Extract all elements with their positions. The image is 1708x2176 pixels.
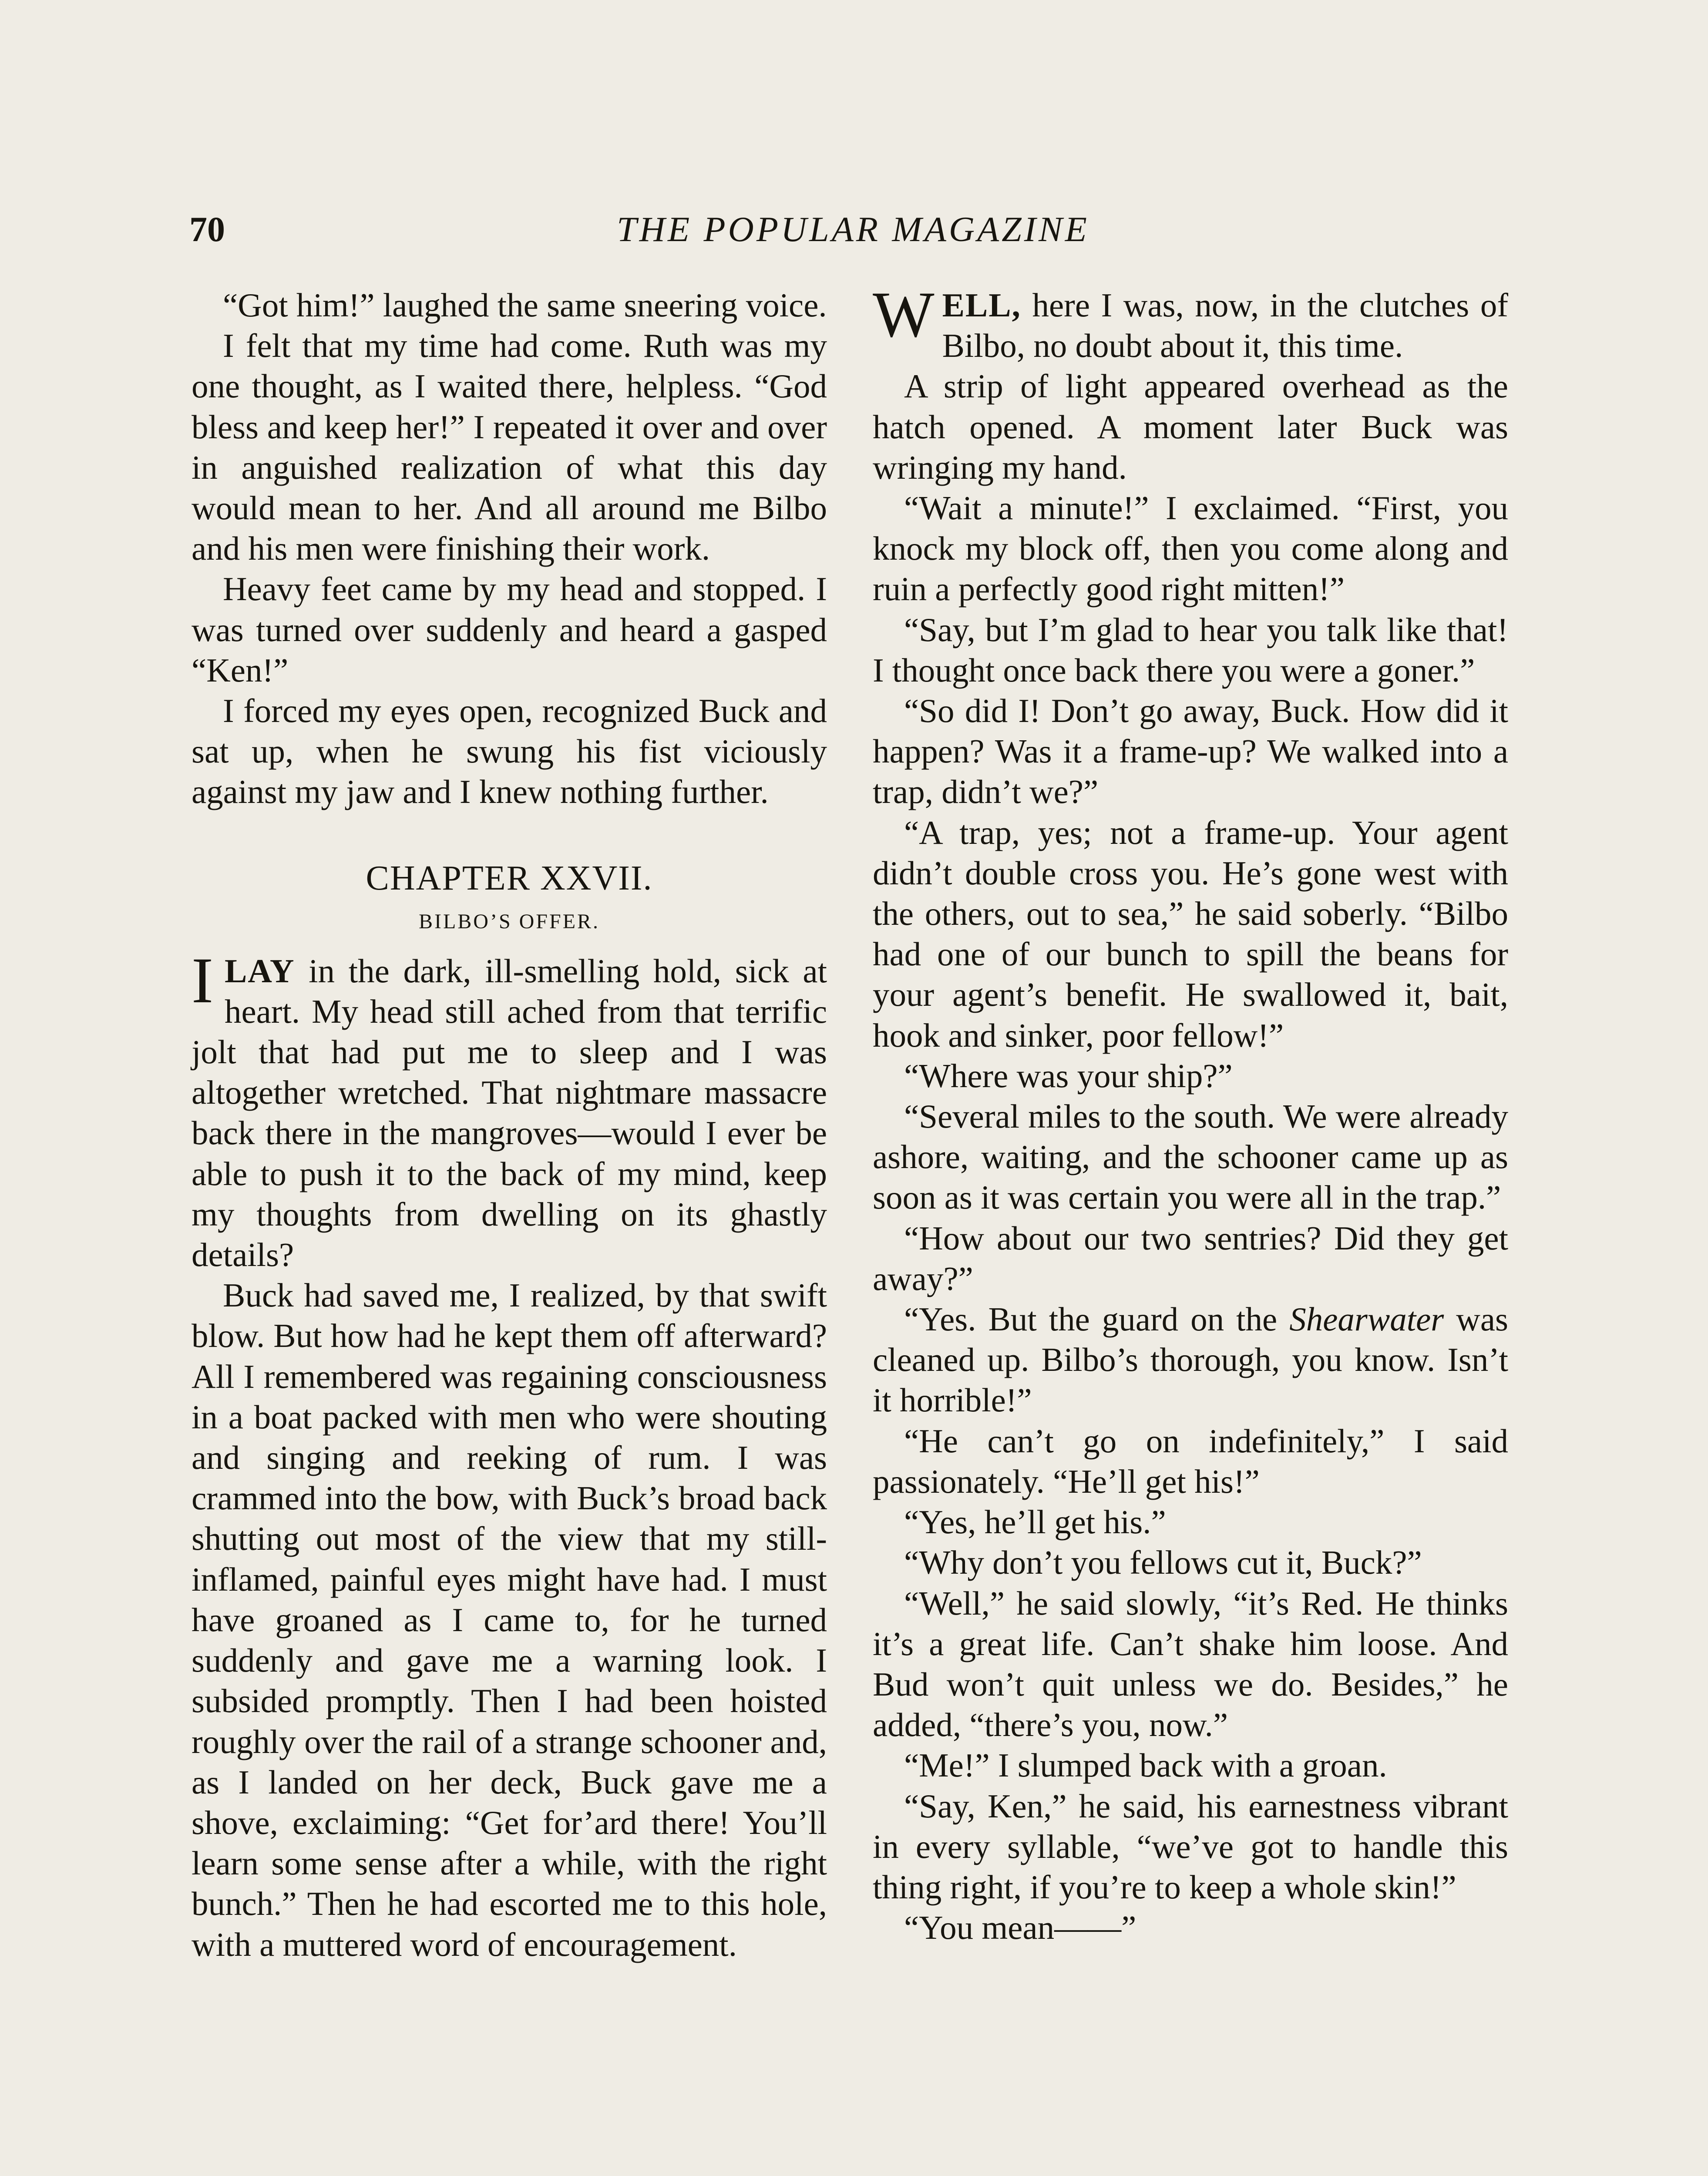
section-opening-paragraph (873, 279, 1508, 366)
paragraph (873, 1299, 1508, 1421)
paragraph-text: here I was, now, in the clutches of Bilbo, no doubt about it, this time. (942, 286, 1508, 365)
drop-cap: I (192, 944, 213, 1017)
paragraph: Heavy feet came by my head and stopped. I was turned over suddenly and heard a gasped “Ken!” (192, 570, 827, 689)
paragraph: “Got him!” laughed the same sneering voice. (223, 286, 827, 324)
paragraph: “Wait a minute!” I exclaimed. “First, you knock my block off, then you come along and ruin a perfectly good right mitten!” (873, 489, 1508, 608)
paragraph: “He can’t go on indefinitely,” I said passionately. “He’ll get his!” (873, 1422, 1508, 1500)
paragraph: “So did I! Don’t go away, Buck. How did it happen? Was it a frame-up? We walked into a trap, didn’t we?” (873, 692, 1508, 811)
page-header (189, 200, 1517, 265)
running-title: THE POPULAR MAGAZINE (617, 209, 1089, 249)
paragraph: “Yes, he’ll get his.” (904, 1503, 1166, 1541)
chapter-heading: CHAPTER XXVII. (366, 859, 653, 897)
paragraph: I forced my eyes open, recognized Buck and sat up, when he swung his fist viciously against my jaw and I knew nothing further. (192, 692, 827, 811)
paragraph: A strip of light appeared overhead as the hatch opened. A moment later Buck was wringing my hand. (873, 367, 1508, 486)
paragraph-text: “Yes. But the guard on the (904, 1300, 1290, 1338)
paragraph: “You mean——” (904, 1909, 1136, 1947)
paragraph: “Why don’t you fellows cut it, Buck?” (904, 1544, 1422, 1582)
paragraph-text: in the dark, ill-smelling hold, sick at heart. My head still ached from that terrific jolt that had put me to sleep and I was altogether wretched. That nightmare massacre back there in the mangroves—would I ever be able to push it to the back of my mind, keep my thoughts from dwelling on its ghastly details? (192, 952, 827, 1274)
right-column (873, 279, 1509, 1948)
paragraph: “Several miles to the south. We were already ashore, waiting, and the schooner came up as soon as it was certain you were all in the trap.” (873, 1098, 1508, 1216)
ship-name: Shearwater (1289, 1300, 1444, 1338)
left-column (192, 285, 827, 1965)
paragraph: Buck had saved me, I realized, by that swift blow. But how had he kept them off afterward? All I remembered was regaining consciousness in a boat packed with men who were shouting and singing and reeking of rum. I was crammed into the bow, with Buck’s broad back shutting out most of the view that my still-inflamed, painful eyes might have had. I must have groaned as I came to, for he turned suddenly and gave me a warning look. I subsided promptly. Then I had been hoisted roughly over the rail of a strange schooner and, as I landed on her deck, Buck gave me a shove, exclaiming: “Get for’ard there! You’ll learn some sense after a while, with the right bunch.” Then he had escorted me to this hole, with a muttered word of encouragement. (192, 1276, 827, 1963)
paragraph: “Where was your ship?” (904, 1057, 1233, 1095)
paragraph-text: was cleaned up. Bilbo’s thorough, you know. Isn’t it horrible!” (873, 1300, 1509, 1419)
chapter-opening-paragraph (192, 944, 827, 1276)
paragraph: “Me!” I slumped back with a groan. (904, 1746, 1387, 1784)
paragraph: “Well,” he said slowly, “it’s Red. He thinks it’s a great life. Can’t shake him loose. And Bud won’t quit unless we do. Besides,” he added, “there’s you, now.” (873, 1584, 1508, 1744)
lead-word: ELL, (942, 286, 1021, 324)
paragraph: “Say, but I’m glad to hear you talk like that! I thought once back there you were a goner.” (873, 611, 1508, 689)
paragraph: “How about our two sentries? Did they get away?” (873, 1219, 1508, 1297)
paragraph: “Say, Ken,” he said, his earnestness vibrant in every syllable, “we’ve got to handle this thing right, if you’re to keep a whole skin!” (873, 1787, 1508, 1906)
paragraph: “A trap, yes; not a frame-up. Your agent didn’t double cross you. He’s gone west with the others, out to sea,” he said soberly. “Bilbo had one of our bunch to spill the beans for your agent’s benefit. He swallowed it, bait, hook and sinker, poor fellow!” (873, 813, 1508, 1054)
chapter-subtitle: BILBO’S OFFER. (418, 910, 600, 933)
paragraph: I felt that my time had come. Ruth was my one thought, as I waited there, helpless. “God bless and keep her!” I repeated it over and over in anguished realization of what this day would mean to her. And all around me Bilbo and his men were finishing their work. (192, 327, 827, 568)
lead-word: LAY (224, 952, 295, 990)
drop-cap: W (873, 279, 935, 351)
page-number: 70 (189, 209, 225, 249)
